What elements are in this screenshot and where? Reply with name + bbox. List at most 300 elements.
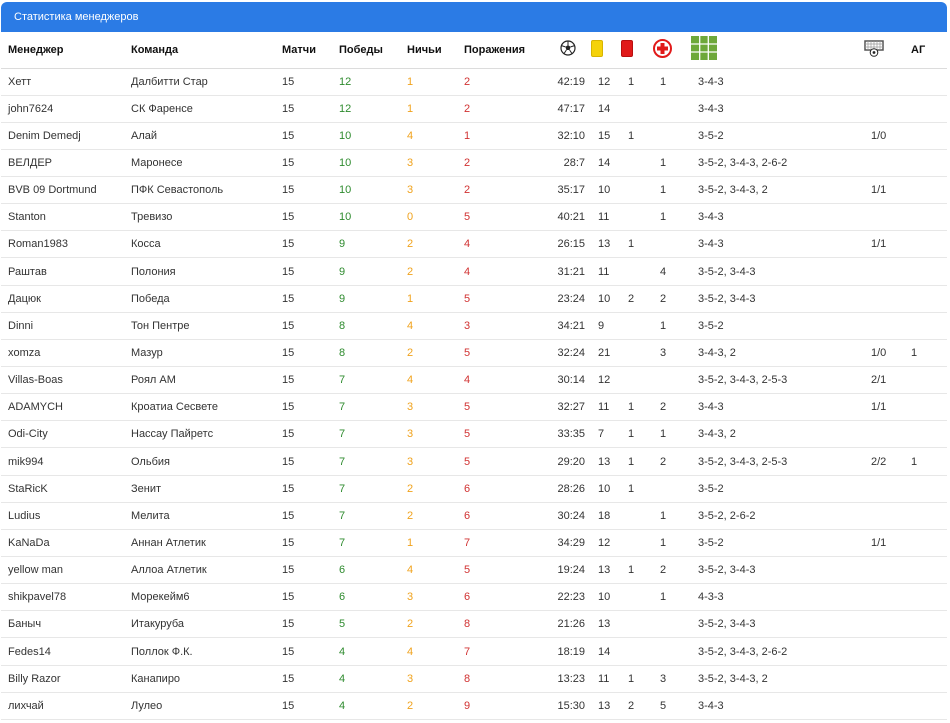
cell-formation: 3-5-2 — [691, 475, 864, 502]
cell-ag — [904, 557, 947, 584]
cell-goalkeeper: 1/0 — [864, 339, 904, 366]
yellow-card-icon — [591, 40, 603, 60]
table-row[interactable] — [1, 312, 947, 339]
cell-injuries: 1 — [653, 149, 691, 176]
cell-draws: 4 — [400, 122, 457, 149]
table-row[interactable] — [1, 177, 947, 204]
cell-team[interactable]: Лулео — [124, 692, 275, 719]
cell-formation: 3-5-2, 3-4-3 — [691, 258, 864, 285]
cell-goalkeeper: 1/1 — [864, 177, 904, 204]
cell-draws: 2 — [400, 692, 457, 719]
cell-losses: 4 — [457, 231, 544, 258]
cell-goals: 35:17 — [544, 177, 591, 204]
table-row[interactable] — [1, 95, 947, 122]
cell-ag — [904, 68, 947, 95]
cell-team[interactable]: Роял АМ — [124, 367, 275, 394]
cell-draws: 4 — [400, 312, 457, 339]
cell-team[interactable]: Кроатиа Сесвете — [124, 394, 275, 421]
cell-wins: 8 — [332, 312, 400, 339]
cell-team[interactable]: Далбитти Стар — [124, 68, 275, 95]
cell-yellow-cards: 9 — [591, 312, 621, 339]
cell-goalkeeper — [864, 611, 904, 638]
cell-injuries: 4 — [653, 258, 691, 285]
cell-matches: 15 — [275, 204, 332, 231]
cell-injuries — [653, 122, 691, 149]
cell-formation: 3-4-3 — [691, 394, 864, 421]
cell-goals: 32:24 — [544, 339, 591, 366]
cell-manager[interactable]: Billy Razor — [1, 665, 124, 692]
cell-ag — [904, 665, 947, 692]
cell-wins: 4 — [332, 692, 400, 719]
cell-formation: 3-5-2, 3-4-3, 2-5-3 — [691, 367, 864, 394]
table-row[interactable] — [1, 584, 947, 611]
table-row[interactable] — [1, 638, 947, 665]
cell-team[interactable]: Поллок Ф.К. — [124, 638, 275, 665]
cell-losses: 5 — [457, 557, 544, 584]
cell-goalkeeper — [864, 68, 904, 95]
cell-red-cards: 1 — [621, 421, 653, 448]
table-row[interactable] — [1, 502, 947, 529]
cell-formation: 3-5-2, 3-4-3, 2 — [691, 665, 864, 692]
cell-losses: 3 — [457, 312, 544, 339]
cell-yellow-cards: 14 — [591, 95, 621, 122]
table-row[interactable] — [1, 339, 947, 366]
table-row[interactable] — [1, 394, 947, 421]
cell-goals: 30:14 — [544, 367, 591, 394]
cell-team[interactable]: Итакуруба — [124, 611, 275, 638]
cell-formation: 3-5-2, 3-4-3 — [691, 611, 864, 638]
cell-formation: 3-4-3 — [691, 692, 864, 719]
cell-goalkeeper: 2/1 — [864, 367, 904, 394]
cell-red-cards: 1 — [621, 231, 653, 258]
cell-manager[interactable]: Villas-Boas — [1, 367, 124, 394]
cell-ag — [904, 285, 947, 312]
cell-ag — [904, 122, 947, 149]
cell-goalkeeper — [864, 475, 904, 502]
cell-goals: 13:23 — [544, 665, 591, 692]
cell-goalkeeper — [864, 557, 904, 584]
cell-manager[interactable]: Denim Demedj — [1, 122, 124, 149]
cell-losses: 5 — [457, 339, 544, 366]
col-goalkeeper[interactable] — [864, 32, 904, 68]
cell-goalkeeper — [864, 665, 904, 692]
cell-yellow-cards: 13 — [591, 448, 621, 475]
col-goals[interactable] — [544, 32, 591, 68]
cell-red-cards: 1 — [621, 122, 653, 149]
cell-matches: 15 — [275, 529, 332, 556]
cell-wins: 7 — [332, 529, 400, 556]
cell-goalkeeper — [864, 502, 904, 529]
cell-ag — [904, 95, 947, 122]
cell-red-cards: 1 — [621, 394, 653, 421]
cell-draws: 4 — [400, 638, 457, 665]
cell-ag — [904, 502, 947, 529]
cell-goalkeeper: 1/1 — [864, 529, 904, 556]
cell-losses: 7 — [457, 529, 544, 556]
cell-losses: 6 — [457, 584, 544, 611]
cell-yellow-cards: 11 — [591, 665, 621, 692]
cell-red-cards — [621, 529, 653, 556]
cell-goalkeeper: 2/2 — [864, 448, 904, 475]
cell-manager[interactable]: Баныч — [1, 611, 124, 638]
col-draws[interactable]: Ничьи — [400, 32, 457, 68]
cell-goals: 30:24 — [544, 502, 591, 529]
cell-injuries: 1 — [653, 502, 691, 529]
cell-draws: 1 — [400, 95, 457, 122]
table-row[interactable] — [1, 204, 947, 231]
cell-goals: 26:15 — [544, 231, 591, 258]
cell-injuries: 2 — [653, 394, 691, 421]
cell-formation: 3-4-3 — [691, 231, 864, 258]
cell-team[interactable]: Канапиро — [124, 665, 275, 692]
cell-injuries — [653, 367, 691, 394]
table-row[interactable] — [1, 149, 947, 176]
cell-team[interactable]: Морекейм6 — [124, 584, 275, 611]
cell-formation: 3-4-3 — [691, 95, 864, 122]
cell-manager[interactable]: yellow man — [1, 557, 124, 584]
manager-stats-table — [1, 32, 947, 720]
cell-goalkeeper — [864, 312, 904, 339]
cell-manager[interactable]: Хетт — [1, 68, 124, 95]
cell-goalkeeper — [864, 638, 904, 665]
cell-goalkeeper — [864, 95, 904, 122]
panel-title: Статистика менеджеров — [1, 2, 947, 32]
cell-manager[interactable]: Odi-City — [1, 421, 124, 448]
cell-draws: 2 — [400, 502, 457, 529]
cell-yellow-cards: 21 — [591, 339, 621, 366]
cell-red-cards: 2 — [621, 285, 653, 312]
cell-formation: 3-4-3, 2 — [691, 421, 864, 448]
cell-draws: 1 — [400, 285, 457, 312]
table-row[interactable] — [1, 665, 947, 692]
table-row[interactable] — [1, 448, 947, 475]
table-row[interactable] — [1, 258, 947, 285]
cell-goals: 47:17 — [544, 95, 591, 122]
cell-matches: 15 — [275, 149, 332, 176]
cell-injuries: 1 — [653, 584, 691, 611]
cell-manager[interactable]: BVB 09 Dortmund — [1, 177, 124, 204]
cell-wins: 9 — [332, 285, 400, 312]
cell-formation: 3-5-2, 3-4-3, 2-5-3 — [691, 448, 864, 475]
cell-draws: 2 — [400, 231, 457, 258]
cell-formation: 3-4-3 — [691, 204, 864, 231]
cell-draws: 4 — [400, 367, 457, 394]
cell-injuries: 1 — [653, 177, 691, 204]
cell-manager[interactable]: лихчай — [1, 692, 124, 719]
cell-injuries: 1 — [653, 529, 691, 556]
cell-goals: 18:19 — [544, 638, 591, 665]
cell-draws: 3 — [400, 584, 457, 611]
cell-yellow-cards: 12 — [591, 367, 621, 394]
cell-wins: 12 — [332, 68, 400, 95]
cell-goals: 28:26 — [544, 475, 591, 502]
cell-injuries — [653, 611, 691, 638]
cell-goalkeeper: 1/1 — [864, 231, 904, 258]
cell-matches: 15 — [275, 611, 332, 638]
cell-team[interactable]: Мелита — [124, 502, 275, 529]
cell-ag: 1 — [904, 448, 947, 475]
cell-yellow-cards: 12 — [591, 68, 621, 95]
cell-draws: 4 — [400, 557, 457, 584]
cell-red-cards — [621, 367, 653, 394]
cell-team[interactable]: Алай — [124, 122, 275, 149]
cell-ag — [904, 312, 947, 339]
cell-goals: 31:21 — [544, 258, 591, 285]
cell-formation: 3-5-2 — [691, 122, 864, 149]
cell-injuries — [653, 231, 691, 258]
cell-losses: 6 — [457, 475, 544, 502]
cell-wins: 6 — [332, 584, 400, 611]
cell-yellow-cards: 14 — [591, 638, 621, 665]
field-grid-icon — [691, 36, 717, 63]
col-manager[interactable]: Менеджер — [1, 32, 124, 68]
cell-goals: 34:29 — [544, 529, 591, 556]
cell-red-cards: 1 — [621, 665, 653, 692]
cell-red-cards: 1 — [621, 475, 653, 502]
cell-wins: 8 — [332, 339, 400, 366]
cell-losses: 2 — [457, 68, 544, 95]
soccer-ball-icon — [560, 40, 576, 59]
cell-matches: 15 — [275, 692, 332, 719]
cell-team[interactable]: Тон Пентре — [124, 312, 275, 339]
cell-injuries — [653, 95, 691, 122]
cell-yellow-cards: 10 — [591, 584, 621, 611]
table-row[interactable] — [1, 122, 947, 149]
cell-losses: 8 — [457, 665, 544, 692]
cell-team[interactable]: Ольбия — [124, 448, 275, 475]
cell-yellow-cards: 15 — [591, 122, 621, 149]
cell-draws: 1 — [400, 529, 457, 556]
cell-ag — [904, 692, 947, 719]
cell-ag — [904, 394, 947, 421]
cell-formation: 3-5-2, 3-4-3 — [691, 285, 864, 312]
cell-manager[interactable]: Dinni — [1, 312, 124, 339]
cell-manager[interactable]: StaRicK — [1, 475, 124, 502]
cell-injuries: 1 — [653, 68, 691, 95]
cell-manager[interactable]: ADAMYCH — [1, 394, 124, 421]
cell-losses: 2 — [457, 149, 544, 176]
cell-losses: 4 — [457, 367, 544, 394]
manager-stats-panel — [1, 2, 947, 720]
cell-ag — [904, 475, 947, 502]
cell-wins: 9 — [332, 231, 400, 258]
cell-goals: 32:10 — [544, 122, 591, 149]
cell-manager[interactable]: Fedes14 — [1, 638, 124, 665]
cell-losses: 5 — [457, 448, 544, 475]
cell-yellow-cards: 13 — [591, 231, 621, 258]
cell-goalkeeper: 1/0 — [864, 122, 904, 149]
cell-goalkeeper: 1/1 — [864, 394, 904, 421]
cell-team[interactable]: Аллоа Атлетик — [124, 557, 275, 584]
cell-losses: 2 — [457, 95, 544, 122]
cell-yellow-cards: 7 — [591, 421, 621, 448]
cell-matches: 15 — [275, 258, 332, 285]
cell-manager[interactable]: xomza — [1, 339, 124, 366]
cell-red-cards — [621, 339, 653, 366]
cell-manager[interactable]: Roman1983 — [1, 231, 124, 258]
col-matches[interactable]: Матчи — [275, 32, 332, 68]
cell-goals: 28:7 — [544, 149, 591, 176]
table-row[interactable] — [1, 475, 947, 502]
cell-team[interactable]: Полония — [124, 258, 275, 285]
red-card-icon — [621, 40, 633, 60]
table-row[interactable] — [1, 557, 947, 584]
cell-matches: 15 — [275, 448, 332, 475]
col-ag[interactable]: АГ — [904, 32, 947, 68]
cell-matches: 15 — [275, 584, 332, 611]
table-row[interactable] — [1, 285, 947, 312]
cell-draws: 3 — [400, 177, 457, 204]
cell-red-cards — [621, 312, 653, 339]
cell-manager[interactable]: ВЕЛДЕР — [1, 149, 124, 176]
cell-wins: 7 — [332, 367, 400, 394]
cell-red-cards — [621, 95, 653, 122]
cell-draws: 3 — [400, 448, 457, 475]
cell-yellow-cards: 10 — [591, 475, 621, 502]
cell-draws: 2 — [400, 475, 457, 502]
cell-red-cards — [621, 258, 653, 285]
cell-draws: 2 — [400, 611, 457, 638]
cell-red-cards: 2 — [621, 692, 653, 719]
cell-goalkeeper — [864, 692, 904, 719]
cell-formation: 3-4-3 — [691, 68, 864, 95]
cell-manager[interactable]: john7624 — [1, 95, 124, 122]
cell-team[interactable]: Зенит — [124, 475, 275, 502]
cell-team[interactable]: Мазур — [124, 339, 275, 366]
cell-ag — [904, 231, 947, 258]
cell-formation: 3-5-2, 3-4-3, 2-6-2 — [691, 149, 864, 176]
cell-manager[interactable]: shikpavel78 — [1, 584, 124, 611]
cell-yellow-cards: 12 — [591, 529, 621, 556]
cell-goalkeeper — [864, 421, 904, 448]
cell-goals: 29:20 — [544, 448, 591, 475]
table-row[interactable] — [1, 611, 947, 638]
cell-team[interactable]: Маронесе — [124, 149, 275, 176]
cell-formation: 3-5-2, 2-6-2 — [691, 502, 864, 529]
cell-red-cards: 1 — [621, 448, 653, 475]
cell-losses: 5 — [457, 421, 544, 448]
cell-formation: 3-4-3, 2 — [691, 339, 864, 366]
cell-draws: 2 — [400, 258, 457, 285]
cell-goals: 33:35 — [544, 421, 591, 448]
cell-goals: 23:24 — [544, 285, 591, 312]
cell-team[interactable]: Тревизо — [124, 204, 275, 231]
cell-team[interactable]: ПФК Севастополь — [124, 177, 275, 204]
cell-formation: 3-5-2, 3-4-3 — [691, 557, 864, 584]
table-row[interactable] — [1, 692, 947, 719]
cell-injuries: 5 — [653, 692, 691, 719]
cell-manager[interactable]: mik994 — [1, 448, 124, 475]
cell-formation: 3-5-2, 3-4-3, 2 — [691, 177, 864, 204]
cell-matches: 15 — [275, 421, 332, 448]
cell-losses: 8 — [457, 611, 544, 638]
cell-goals: 22:23 — [544, 584, 591, 611]
cell-goals: 32:27 — [544, 394, 591, 421]
cell-wins: 4 — [332, 665, 400, 692]
cell-matches: 15 — [275, 231, 332, 258]
col-team[interactable]: Команда — [124, 32, 275, 68]
cell-team[interactable]: СК Фаренсе — [124, 95, 275, 122]
cell-yellow-cards: 11 — [591, 204, 621, 231]
cell-wins: 10 — [332, 122, 400, 149]
col-yellow-cards[interactable] — [591, 32, 621, 68]
col-red-cards[interactable] — [621, 32, 653, 68]
cell-red-cards — [621, 611, 653, 638]
cell-ag — [904, 258, 947, 285]
cell-draws: 1 — [400, 68, 457, 95]
cell-manager[interactable]: KaNaDa — [1, 529, 124, 556]
cell-wins: 10 — [332, 177, 400, 204]
cell-goalkeeper — [864, 149, 904, 176]
cell-yellow-cards: 14 — [591, 149, 621, 176]
cell-goalkeeper — [864, 258, 904, 285]
goal-net-icon — [864, 40, 884, 60]
cell-wins: 7 — [332, 421, 400, 448]
cell-yellow-cards: 10 — [591, 285, 621, 312]
cell-manager[interactable]: Дацюк — [1, 285, 124, 312]
cell-ag — [904, 177, 947, 204]
cell-team[interactable]: Аннан Атлетик — [124, 529, 275, 556]
cell-losses: 5 — [457, 394, 544, 421]
cell-yellow-cards: 10 — [591, 177, 621, 204]
col-formation[interactable] — [691, 32, 864, 68]
cell-losses: 9 — [457, 692, 544, 719]
cell-matches: 15 — [275, 339, 332, 366]
cell-wins: 7 — [332, 475, 400, 502]
cell-red-cards — [621, 149, 653, 176]
table-row[interactable] — [1, 68, 947, 95]
cell-yellow-cards: 18 — [591, 502, 621, 529]
cell-yellow-cards: 13 — [591, 611, 621, 638]
table-row[interactable] — [1, 231, 947, 258]
cell-losses: 4 — [457, 258, 544, 285]
cell-ag — [904, 638, 947, 665]
cell-team[interactable]: Косса — [124, 231, 275, 258]
cell-team[interactable]: Нассау Пайретс — [124, 421, 275, 448]
cell-wins: 4 — [332, 638, 400, 665]
cell-wins: 7 — [332, 448, 400, 475]
cell-formation: 3-5-2, 3-4-3, 2-6-2 — [691, 638, 864, 665]
cell-team[interactable]: Победа — [124, 285, 275, 312]
cell-ag — [904, 584, 947, 611]
cell-goalkeeper — [864, 204, 904, 231]
cell-yellow-cards: 13 — [591, 557, 621, 584]
table-row[interactable] — [1, 421, 947, 448]
cell-goals: 15:30 — [544, 692, 591, 719]
cell-matches: 15 — [275, 665, 332, 692]
col-injuries[interactable] — [653, 32, 691, 68]
cell-red-cards — [621, 638, 653, 665]
cell-matches: 15 — [275, 475, 332, 502]
cell-goals: 40:21 — [544, 204, 591, 231]
table-row[interactable] — [1, 367, 947, 394]
cell-losses: 5 — [457, 285, 544, 312]
cell-draws: 3 — [400, 421, 457, 448]
col-wins[interactable]: Победы — [332, 32, 400, 68]
cell-manager[interactable]: Stanton — [1, 204, 124, 231]
col-losses[interactable]: Поражения — [457, 32, 544, 68]
cell-matches: 15 — [275, 502, 332, 529]
cell-red-cards: 1 — [621, 68, 653, 95]
cell-wins: 12 — [332, 95, 400, 122]
table-row[interactable] — [1, 529, 947, 556]
cell-manager[interactable]: Ludius — [1, 502, 124, 529]
cell-manager[interactable]: Раштав — [1, 258, 124, 285]
cell-wins: 10 — [332, 149, 400, 176]
cell-injuries: 1 — [653, 421, 691, 448]
cell-draws: 3 — [400, 149, 457, 176]
cell-formation: 3-5-2 — [691, 529, 864, 556]
